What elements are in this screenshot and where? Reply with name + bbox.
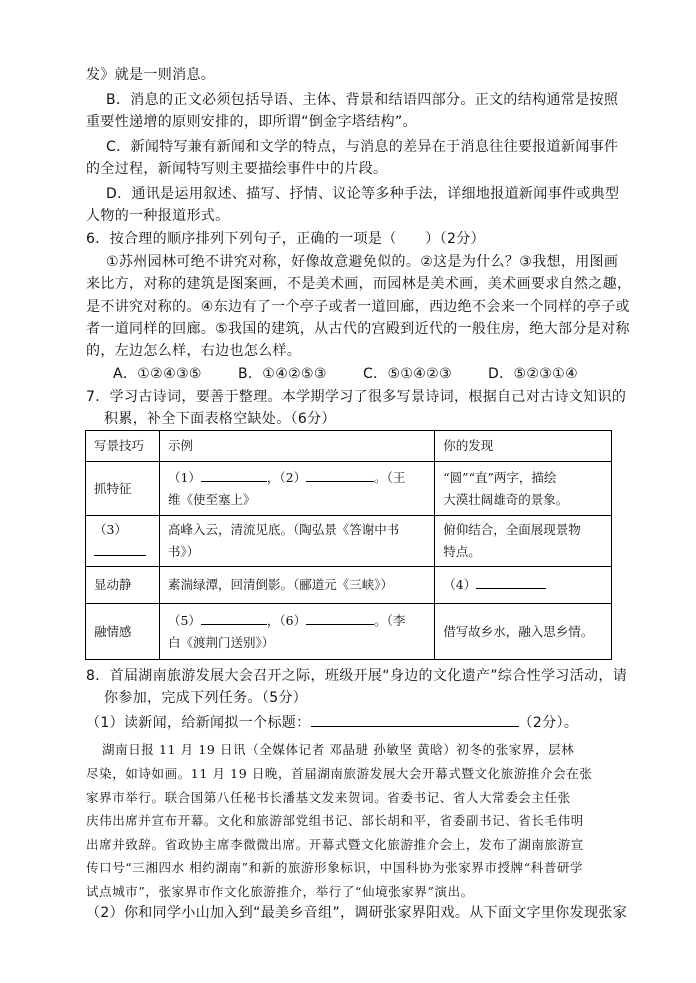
option-a-tail: 发》就是一则消息。 bbox=[86, 67, 216, 83]
q6-option-a[interactable]: A．①②④③⑤ bbox=[113, 366, 202, 382]
q8-task1 bbox=[86, 712, 612, 734]
blank-label-2: ，（2） bbox=[266, 469, 307, 485]
q6-option-d[interactable]: D．⑤②③①④ bbox=[488, 366, 578, 382]
answer-blank-3[interactable] bbox=[94, 541, 146, 556]
q6-passage-line1: ①苏州园林可绝不讲究对称，好像故意避免似的。②这是为什么？③我想，用图画 bbox=[106, 254, 619, 270]
news-line7: 试点城市”，张家界市作文化旅游推介，举行了“仙境张家界”演出。 bbox=[86, 884, 474, 899]
news-line5: 出席并致辞。省政协主席李微微出席。开幕式暨文化旅游推介会上，发布了湖南旅游宣 bbox=[86, 837, 584, 852]
option-c-line2: 的全过程，新闻特写则主要描绘事件中的片段。 bbox=[86, 161, 388, 177]
blank-label-5: （5） bbox=[167, 612, 201, 628]
table-header-skill: 写景技巧 bbox=[86, 431, 160, 462]
q7-stem-line2: 积累，补全下面表格空缺处。（6分） bbox=[104, 411, 336, 427]
blank-label-3: （3） bbox=[94, 522, 127, 537]
q6-stem: 6．按合理的顺序排列下列句子，正确的一项是（ ）（2分） bbox=[86, 231, 485, 247]
finding-cell: 借写故乡水，融入思乡情。 bbox=[435, 604, 612, 660]
blank-label-4: （4） bbox=[443, 577, 477, 592]
example-cell bbox=[159, 604, 434, 660]
news-line6: 传口号“三湘四水 相约湖南”和新的旅游形象标识，中国科协为张家界市授牌“科普研学 bbox=[86, 860, 584, 875]
option-d-line1: D．通讯是运用叙述、描写、抒情、议论等多种手法，详细地报道新闻事件或典型 bbox=[106, 186, 620, 202]
blank-label-6: ，（6） bbox=[266, 612, 307, 628]
q7-table bbox=[85, 430, 612, 660]
news-line2: 尽染，如诗如画。11 月 19 日晚，首届湖南旅游发展大会开幕式暨文化旅游推介会在张 bbox=[86, 766, 593, 781]
table-header-example: 示例 bbox=[159, 431, 434, 462]
headline-answer-blank[interactable] bbox=[311, 712, 519, 727]
example-cell bbox=[159, 516, 434, 567]
skill-cell: 抓特征 bbox=[86, 462, 160, 516]
q8-stem-line1: 8．首届湖南旅游发展大会召开之际，班级开展“身边的文化遗产”综合性学习活动，请 bbox=[86, 668, 628, 684]
finding-cell bbox=[435, 516, 612, 567]
option-b-line1: B．消息的正文必须包括导语、主体、背景和结语四部分。正文的结构通常是按照 bbox=[106, 92, 619, 108]
source-text: 白《渡荆门送别》） bbox=[167, 634, 275, 650]
blank-label-1: （1） bbox=[167, 469, 201, 485]
task1-prompt: （1）读新闻，给新闻拟一个标题： bbox=[86, 715, 311, 731]
option-b-line2: 重要性递增的原则安排的，即所谓“倒金字塔结构”。 bbox=[86, 114, 417, 130]
example-line1: 高峰入云，清流见底。（陶弘景《答谢中书 bbox=[167, 522, 400, 537]
answer-blank-6[interactable] bbox=[306, 610, 374, 625]
answer-blank-4[interactable] bbox=[476, 574, 546, 589]
example-cell bbox=[159, 462, 434, 516]
q6-option-c[interactable]: C．⑤①④②③ bbox=[363, 366, 452, 382]
q8-stem-line2: 你参加，完成下列任务。（5分） bbox=[104, 690, 308, 706]
q6-passage-line2: 来比方，对称的建筑是图案画，不是美术画，而园林是美术画，美术画要求自然之趣， bbox=[86, 276, 632, 292]
skill-cell: 显动静 bbox=[86, 567, 160, 604]
table-header-finding: 你的发现 bbox=[435, 431, 612, 462]
q6-passage-line3: 是不讲究对称的。④东边有了一个亭子或者一道回廊，西边绝不会来一个同样的亭子或 bbox=[86, 299, 630, 315]
answer-blank-2[interactable] bbox=[306, 467, 374, 482]
finding-line1: “圆”“直”两字，描绘 bbox=[443, 469, 557, 485]
skill-cell: 融情感 bbox=[86, 604, 160, 660]
finding-line2: 大漠壮阔雄奇的景象。 bbox=[443, 491, 569, 507]
q8-task2: （2）你和同学小山加入到“最美乡音组”，调研张家界阳戏。从下面文字里你发现张家 bbox=[86, 905, 628, 921]
task1-points: （2分）。 bbox=[518, 715, 579, 731]
answer-blank-1[interactable] bbox=[201, 467, 267, 482]
example-cell: 素湍绿潭，回清倒影。（郦道元《三峡》） bbox=[159, 567, 434, 604]
finding-cell bbox=[435, 567, 612, 604]
q6-passage-line4: 者一道同样的回廊。⑤我国的建筑，从古代的宫殿到近代的一般住房，绝大部分是对称 bbox=[86, 321, 630, 337]
source-text: 维《使至塞上》 bbox=[167, 491, 256, 507]
finding-cell bbox=[435, 462, 612, 516]
source-label: 。（李 bbox=[374, 612, 406, 628]
answer-blank-5[interactable] bbox=[201, 610, 267, 625]
q6-option-b[interactable]: B．①④②⑤③ bbox=[238, 366, 327, 382]
q6-passage-line5: 的，左边怎么样，右边也怎么样。 bbox=[86, 343, 302, 359]
news-line3: 家界市举行。联合国第八任秘书长潘基文发来贺词。省委书记、省人大常委会主任张 bbox=[86, 790, 571, 805]
news-line4: 庆伟出席并宣布开幕。文化和旅游部党组书记、部长胡和平，省委副书记、省长毛伟明 bbox=[86, 813, 584, 828]
option-d-line2: 人物的一种报道形式。 bbox=[86, 208, 230, 224]
skill-cell bbox=[86, 516, 160, 567]
finding-line1: 俯仰结合，全面展现景物 bbox=[443, 522, 581, 537]
option-c-line1: C．新闻特写兼有新闻和文学的特点，与消息的差异在于消息往往要报道新闻事件 bbox=[106, 139, 619, 155]
example-line2: 书》） bbox=[167, 544, 200, 559]
finding-line2: 特点。 bbox=[443, 544, 481, 559]
q7-stem-line1: 7．学习古诗词，要善于整理。本学期学习了很多写景诗词，根据自己对古诗文知识的 bbox=[86, 389, 627, 405]
source-label: 。（王 bbox=[374, 469, 406, 485]
news-line1: 湖南日报 11 月 19 日讯（全媒体记者 邓晶琎 孙敏坚 黄晗）初冬的张家界，层林 bbox=[102, 742, 575, 757]
